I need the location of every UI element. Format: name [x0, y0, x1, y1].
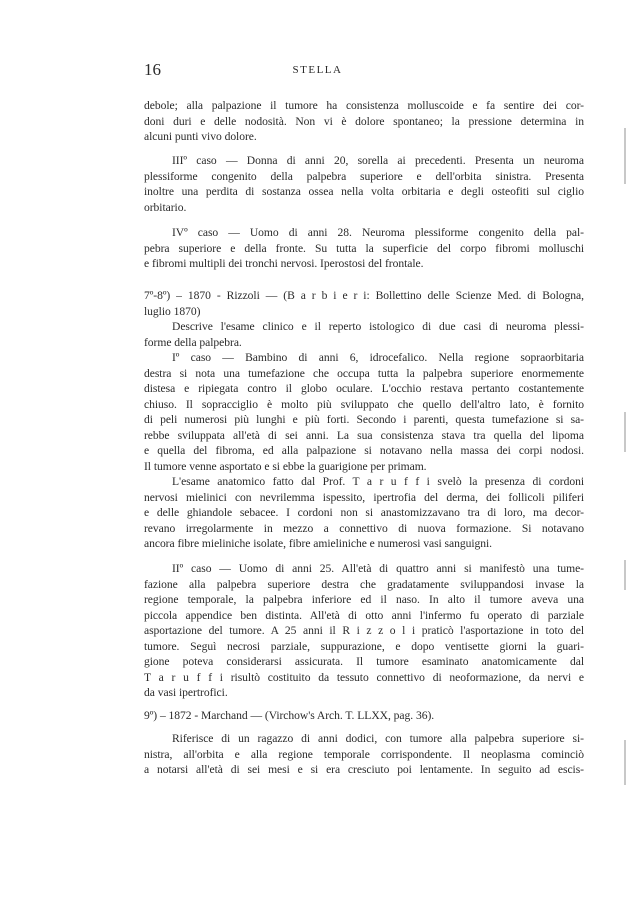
text-line: e quella del fibroma, ed alla palpazione si notavano nella massa dei corpi nodosi.	[144, 444, 584, 457]
text-line: T a r u f f i risultò costituito da tessuto connettivo di neoformazione, da nervi e	[144, 670, 584, 684]
text-line: rebbe sviluppata all'età di sei anni. La sua consistenza stava tra quella del lipoma	[144, 428, 584, 442]
text-line: fazione alla palpebra superiore destra che gradatamente sviluppandosi invase la	[144, 577, 584, 591]
text-line: IIº caso — Uomo di anni 25. All'età di quattro anni si manifestò una tume-	[172, 562, 584, 575]
scan-margin-bar	[624, 560, 626, 590]
paragraph-marchand	[144, 731, 584, 778]
paragraph-rizzoli-case-1	[144, 350, 584, 552]
paragraph-case-4	[144, 225, 584, 272]
text-line: debole; alla palpazione il tumore ha consistenza molluscoide e fa sentire dei cor-	[144, 99, 584, 112]
text-line: piccola appendice ben distinta. All'età di otto anni l'infermo fu operato di parziale	[144, 608, 584, 622]
paragraph-case-3	[144, 153, 584, 215]
text-line: inoltre una perdita di sostanza ossea nella volta orbitaria e degli osteofiti sul ciglio	[144, 185, 584, 198]
text-line: orbitario.	[144, 200, 187, 214]
scan-margin-bar	[624, 128, 626, 184]
text-line: tumore. Seguì necrosi parziale, suppurazione, e dopo ventisette giorni la guari-	[144, 639, 584, 653]
text-line: nervosi mielinici con nevrilemma ispessito, ipertrofia del derma, dei follicoli piliferi	[144, 490, 584, 504]
text-line: nistra, all'orbita e alla regione temporale corrispondente. Il neoplasma cominciò	[144, 747, 584, 761]
text-line: IVº caso — Uomo di anni 28. Neuroma plessiforme congenito della pal-	[172, 226, 584, 239]
text-line: ancora fibre mieliniche isolate, fibre amieliniche e numerosi vasi sanguigni.	[144, 537, 493, 550]
text-line: gione poteva considerarsi assicurata. Il tumore esaminato anatomicamente dal	[144, 655, 584, 668]
scan-margin-bar	[624, 412, 626, 452]
text-line: revano irregolarmente in mezzo a connettivo di nuova formazione. Si notavano	[144, 521, 584, 535]
text-line: Iº caso — Bambino di anni 6, idrocefalico. Nella regione sopraorbitaria	[172, 351, 584, 364]
text-line: luglio 1870)	[144, 304, 201, 318]
paragraph-reference-9	[144, 708, 584, 724]
text-line: e fibromi multipli dei tronchi nervosi. Iperostosi del frontale.	[144, 257, 424, 270]
text-line: da vasi ipertrofici.	[144, 686, 228, 699]
paragraph-rizzoli-case-2	[144, 561, 584, 701]
running-head: STELLA	[292, 64, 343, 76]
text-line: distesa e ripiegata contro il globo oculare. L'occhio restava pertanto costantemente	[144, 382, 584, 395]
text-line: chiuso. Il sopracciglio è molto più sviluppato che quello dell'altro lato, è fornito	[144, 397, 584, 411]
text-line: IIIº caso — Donna di anni 20, sorella ai precedenti. Presenta un neuroma	[172, 154, 584, 167]
text-line: 7º-8º) – 1870 - Rizzoli — (B a r b i e r i: Bollettino delle Scienze Med. di Bologna,	[144, 289, 584, 302]
text-line: di peli numerosi più lunghi e più forti. Secondo i parenti, questa tumefazione si sa-	[144, 413, 584, 426]
text-line: pebra superiore e della fronte. Su tutta la superficie del corpo fibromi molluschi	[144, 241, 584, 255]
text-line: destra si nota una tumefazione che occupa tutta la palpebra superiore enormemente	[144, 366, 584, 380]
text-line: Il tumore venne asportato e si ebbe la guarigione per primam.	[144, 459, 427, 473]
paragraph-reference-7-8	[144, 288, 584, 350]
text-line: asportazione del tumore. A 25 anni il R i z z o l i praticò l'asportazione in toto del	[144, 624, 584, 637]
text-line: regione temporale, la palpebra inferiore ed il naso. In alto il tumore aveva una	[144, 593, 584, 606]
text-line: L'esame anatomico fatto dal Prof. T a r u f f i svelò la presenza di cordoni	[172, 475, 584, 488]
text-line: doni duri e delle nodosità. Non vi è dolore spontaneo; la pressione determina in	[144, 114, 584, 128]
text-line: 9º) – 1872 - Marchand — (Virchow's Arch. T. LLXX, pag. 36).	[144, 709, 435, 722]
text-line: alcuni punti vivo dolore.	[144, 130, 257, 143]
scan-margin-bar	[624, 740, 626, 785]
text-line: e delle ghiandole sebacee. I cordoni non si anastomizzavano tra di loro, ma decor-	[144, 506, 584, 519]
page-number: 16	[144, 60, 161, 79]
text-line: plessiforme congenito della palpebra superiore e dell'orbita sinistra. Presenta	[144, 169, 584, 183]
text-line: forme della palpebra.	[144, 335, 242, 349]
text-line: Riferisce di un ragazzo di anni dodici, con tumore alla palpebra superiore si-	[172, 732, 584, 745]
text-line: a notarsi all'età di sei mesi e si era cresciuto poi lentamente. In seguito ad escis-	[144, 763, 584, 776]
text-line: Descrive l'esame clinico e il reperto istologico di due casi di neuroma plessi-	[172, 320, 584, 333]
paragraph-case-2-end	[144, 98, 584, 145]
